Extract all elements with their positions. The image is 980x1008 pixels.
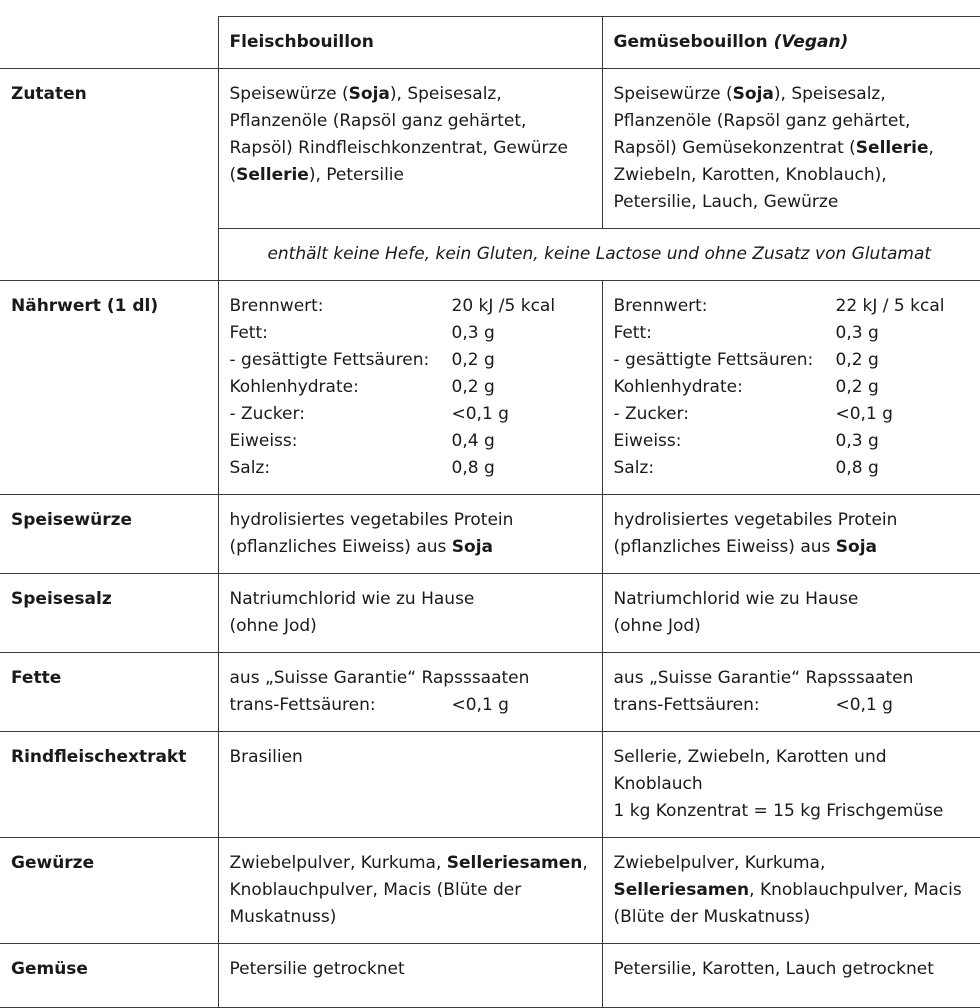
row-label-fette: Fette [0, 653, 218, 732]
speisewuerze-veg-cell: hydrolisiertes vegetabiles Protein (pflanzliches Eiweiss) aus Soja [602, 495, 980, 574]
row-label-gewuerze: Gewürze [0, 838, 218, 944]
header-corner-cell [0, 17, 218, 69]
row-speisesalz [0, 574, 980, 653]
row-label-speisewuerze: Speisewürze [0, 495, 218, 574]
speisesalz-veg-cell: Natriumchlorid wie zu Hause (ohne Jod) [602, 574, 980, 653]
nutrition-line: Kohlenhydrate: 0,2 g [229, 377, 495, 397]
nutrition-line: - gesättigte Fettsäuren: 0,2 g [229, 350, 495, 370]
header-meat-bouillon: Fleischbouillon [218, 17, 602, 69]
gemuese-meat-cell: Petersilie getrocknet [218, 944, 602, 1008]
nutrition-line: Salz: 0,8 g [229, 458, 495, 478]
rindfleisch-veg-cell: Sellerie, Zwiebeln, Karotten und Knoblauch 1 kg Konzentrat = 15 kg Frischgemüse [602, 732, 980, 838]
row-label-rindfleischextrakt: Rindfleischextrakt [0, 732, 218, 838]
speisewuerze-meat-cell: hydrolisiertes vegetabiles Protein (pflanzliches Eiweiss) aus Soja [218, 495, 602, 574]
fette-veg-cell: aus „Suisse Garantie“ Rapsssaaten trans-Fettsäuren: <0,1 g [602, 653, 980, 732]
gewuerze-meat-cell: Zwiebelpulver, Kurkuma, Selleriesamen, Knoblauchpulver, Macis (Blüte der Muskatnuss) [218, 838, 602, 944]
row-label-speisesalz: Speisesalz [0, 574, 218, 653]
nutrition-line: trans-Fettsäuren: <0,1 g [613, 695, 893, 715]
header-vegan-tag: (Vegan) [773, 32, 849, 52]
rindfleisch-meat-cell: Brasilien [218, 732, 602, 838]
allergen-note: enthält keine Hefe, kein Gluten, keine Lactose und ohne Zusatz von Glutamat [218, 229, 980, 281]
row-rindfleischextrakt [0, 732, 980, 838]
nutrition-line: Eiweiss: 0,4 g [229, 431, 495, 451]
row-gemuese [0, 944, 980, 1008]
row-zutaten [0, 69, 980, 229]
row-label-naehrwert: Nährwert (1 dl) [0, 281, 218, 495]
row-fette [0, 653, 980, 732]
nutrition-line: Kohlenhydrate: 0,2 g [613, 377, 879, 397]
row-label-zutaten: Zutaten [0, 69, 218, 281]
speisesalz-meat-cell: Natriumchlorid wie zu Hause (ohne Jod) [218, 574, 602, 653]
fette-meat-cell: aus „Suisse Garantie“ Rapsssaaten trans-Fettsäuren: <0,1 g [218, 653, 602, 732]
naehrwert-meat-cell [218, 281, 602, 495]
header-vegetable-title: Gemüsebouillon [613, 32, 768, 52]
row-label-gemuese: Gemüse [0, 944, 218, 1008]
zutaten-veg-cell: Speisewürze (Soja), Speisesalz, Pflanzenöle (Rapsöl ganz gehärtet, Rapsöl) Gemüsekonzentrat (Sellerie, Zwiebeln, Karotten, Knoblauch), Petersilie, Lauch, Gewürze [602, 69, 980, 229]
product-comparison-table [0, 16, 980, 1008]
naehrwert-veg-cell [602, 281, 980, 495]
nutrition-line: trans-Fettsäuren: <0,1 g [229, 695, 509, 715]
zutaten-meat-cell: Speisewürze (Soja), Speisesalz, Pflanzenöle (Rapsöl ganz gehärtet, Rapsöl) Rindfleischkonzentrat, Gewürze (Sellerie), Petersilie [218, 69, 602, 229]
row-gewuerze [0, 838, 980, 944]
row-speisewuerze [0, 495, 980, 574]
header-vegetable-bouillon [602, 17, 980, 69]
gewuerze-veg-cell: Zwiebelpulver, Kurkuma, Selleriesamen, Knoblauchpulver, Macis (Blüte der Muskatnuss) [602, 838, 980, 944]
row-naehrwert [0, 281, 980, 495]
nutrition-line: Eiweiss: 0,3 g [613, 431, 879, 451]
nutrition-line: Brennwert: 22 kJ / 5 kcal [613, 296, 945, 316]
header-row [0, 17, 980, 69]
gemuese-veg-cell: Petersilie, Karotten, Lauch getrocknet [602, 944, 980, 1008]
nutrition-line: - gesättigte Fettsäuren: 0,2 g [613, 350, 879, 370]
nutrition-line: Fett: 0,3 g [613, 323, 879, 343]
nutrition-line: - Zucker: <0,1 g [613, 404, 893, 424]
nutrition-line: - Zucker: <0,1 g [229, 404, 509, 424]
nutrition-line: Brennwert: 20 kJ /5 kcal [229, 296, 556, 316]
nutrition-line: Salz: 0,8 g [613, 458, 879, 478]
nutrition-line: Fett: 0,3 g [229, 323, 495, 343]
